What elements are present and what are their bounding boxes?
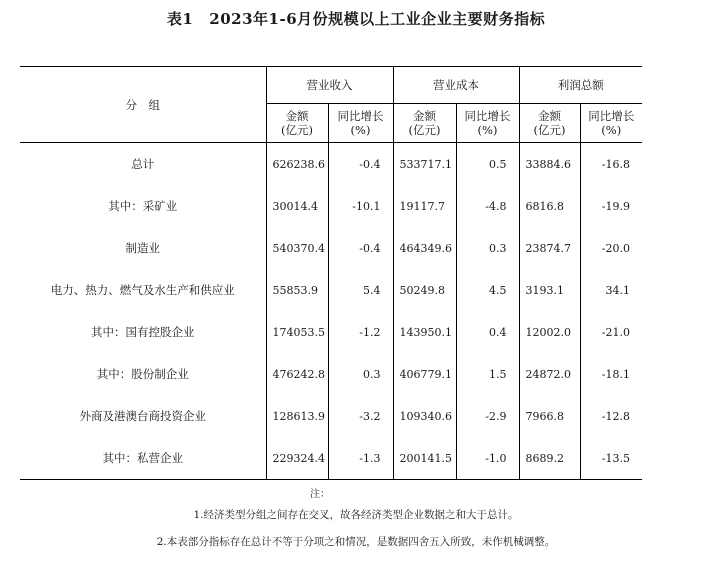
cost-growth: -1.0 bbox=[456, 437, 519, 480]
revenue-growth: 0.3 bbox=[328, 353, 393, 395]
profit-growth: -18.1 bbox=[580, 353, 642, 395]
group-header: 分 组 bbox=[20, 67, 266, 143]
revenue-growth: 5.4 bbox=[328, 269, 393, 311]
cost-growth: 0.3 bbox=[456, 227, 519, 269]
revenue-growth: -0.4 bbox=[328, 227, 393, 269]
table-row bbox=[20, 353, 642, 395]
cost-growth: 0.5 bbox=[456, 143, 519, 186]
cost-amount: 19117.7 bbox=[393, 185, 456, 227]
revenue-growth-header: 同比增长 (%) bbox=[328, 104, 393, 143]
profit-growth: 34.1 bbox=[580, 269, 642, 311]
revenue-amount: 540370.4 bbox=[266, 227, 328, 269]
table-row bbox=[20, 311, 642, 353]
row-name: 其中：采矿业 bbox=[108, 199, 178, 213]
cost-amount: 143950.1 bbox=[393, 311, 456, 353]
revenue-amount: 174053.5 bbox=[266, 311, 328, 353]
note-item: 2.本表部分指标存在总计不等于分项之和情况，是数据四舍五入所致，未作机械调整。 bbox=[156, 536, 556, 548]
revenue-growth: -0.4 bbox=[328, 143, 393, 186]
table-row bbox=[20, 269, 642, 311]
profit-growth: -20.0 bbox=[580, 227, 642, 269]
revenue-amount: 30014.4 bbox=[266, 185, 328, 227]
profit-growth: -12.8 bbox=[580, 395, 642, 437]
row-name: 电力、热力、燃气及水生产和供应业 bbox=[50, 283, 235, 297]
financial-indicators-table bbox=[20, 66, 642, 480]
revenue-amount: 55853.9 bbox=[266, 269, 328, 311]
profit-growth: -21.0 bbox=[580, 311, 642, 353]
profit-header: 利润总额 bbox=[519, 67, 642, 104]
table-title bbox=[0, 8, 712, 29]
cost-growth: -2.9 bbox=[456, 395, 519, 437]
revenue-amount: 229324.4 bbox=[266, 437, 328, 480]
revenue-amount: 476242.8 bbox=[266, 353, 328, 395]
row-name: 总计 bbox=[131, 157, 155, 171]
profit-amount: 33884.6 bbox=[519, 143, 580, 186]
cost-header: 营业成本 bbox=[393, 67, 519, 104]
profit-growth: -19.9 bbox=[580, 185, 642, 227]
table-title-text: 2023年1-6月份规模以上工业企业主要财务指标 bbox=[209, 10, 546, 28]
profit-growth: -13.5 bbox=[580, 437, 642, 480]
revenue-amount: 128613.9 bbox=[266, 395, 328, 437]
notes-label: 注： bbox=[310, 489, 330, 500]
revenue-growth: -1.2 bbox=[328, 311, 393, 353]
row-name: 制造业 bbox=[125, 241, 160, 255]
cost-amount-header: 金额 (亿元) bbox=[393, 104, 456, 143]
row-name: 其中：股份制企业 bbox=[96, 367, 189, 381]
note-item: 1.经济类型分组之间存在交叉，故各经济类型企业数据之和大于总计。 bbox=[193, 509, 519, 521]
profit-amount: 3193.1 bbox=[519, 269, 580, 311]
cost-amount: 50249.8 bbox=[393, 269, 456, 311]
revenue-growth: -10.1 bbox=[328, 185, 393, 227]
cost-growth: 1.5 bbox=[456, 353, 519, 395]
profit-amount: 23874.7 bbox=[519, 227, 580, 269]
table-row bbox=[20, 185, 642, 227]
cost-amount: 464349.6 bbox=[393, 227, 456, 269]
row-name: 其中：国有控股企业 bbox=[91, 325, 195, 339]
cost-growth: -4.8 bbox=[456, 185, 519, 227]
profit-amount: 7966.8 bbox=[519, 395, 580, 437]
table-row bbox=[20, 437, 642, 480]
table-number: 表1 bbox=[166, 10, 194, 28]
row-name: 外商及港澳台商投资企业 bbox=[79, 409, 206, 423]
cost-amount: 533717.1 bbox=[393, 143, 456, 186]
table-row bbox=[20, 143, 642, 186]
profit-amount: 8689.2 bbox=[519, 437, 580, 480]
revenue-growth: -3.2 bbox=[328, 395, 393, 437]
cost-growth-header: 同比增长 (%) bbox=[456, 104, 519, 143]
profit-amount: 12002.0 bbox=[519, 311, 580, 353]
table-row bbox=[20, 395, 642, 437]
revenue-amount: 626238.6 bbox=[266, 143, 328, 186]
profit-growth: -16.8 bbox=[580, 143, 642, 186]
revenue-amount-header: 金额 (亿元) bbox=[266, 104, 328, 143]
revenue-header: 营业收入 bbox=[266, 67, 393, 104]
revenue-growth: -1.3 bbox=[328, 437, 393, 480]
cost-amount: 200141.5 bbox=[393, 437, 456, 480]
profit-amount: 6816.8 bbox=[519, 185, 580, 227]
row-name: 其中：私营企业 bbox=[20, 437, 266, 480]
profit-amount: 24872.0 bbox=[519, 353, 580, 395]
profit-amount-header: 金额 (亿元) bbox=[519, 104, 580, 143]
cost-growth: 4.5 bbox=[456, 269, 519, 311]
table-row bbox=[20, 227, 642, 269]
profit-growth-header: 同比增长 (%) bbox=[580, 104, 642, 143]
cost-amount: 406779.1 bbox=[393, 353, 456, 395]
cost-amount: 109340.6 bbox=[393, 395, 456, 437]
cost-growth: 0.4 bbox=[456, 311, 519, 353]
